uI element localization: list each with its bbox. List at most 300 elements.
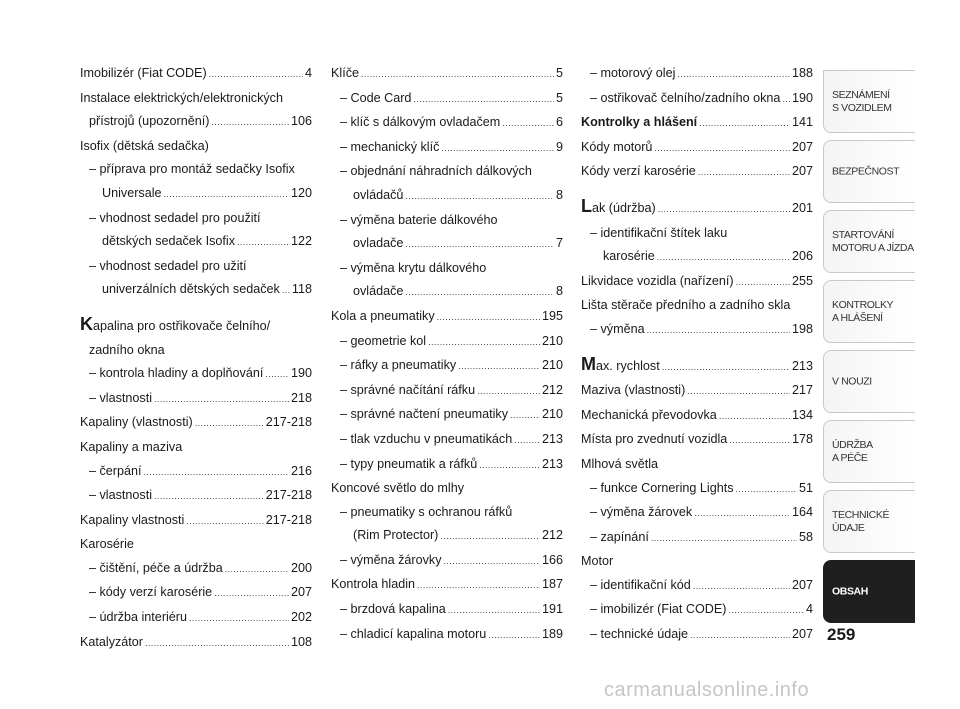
entry-first-line xyxy=(581,136,813,161)
entry-label xyxy=(89,581,212,605)
section-tabs xyxy=(823,70,915,630)
page-ref: 191 xyxy=(541,602,563,617)
entry-continuation xyxy=(331,280,563,305)
entry-first-line xyxy=(80,411,312,436)
entry-first-line xyxy=(581,379,813,404)
entry-first-line xyxy=(331,453,563,478)
entry-continuation xyxy=(80,182,312,207)
page-ref: 213 xyxy=(541,431,563,446)
dot-leader xyxy=(448,599,540,623)
entry-first-line xyxy=(331,354,563,379)
tab-bezpečnost[interactable] xyxy=(823,140,915,203)
index-entry xyxy=(80,315,312,362)
entry-text: – kódy verzí karosérie xyxy=(89,585,213,600)
entry-initial: K xyxy=(80,313,93,334)
entry-label xyxy=(581,379,685,403)
entry-label xyxy=(89,484,152,508)
entry-first-line xyxy=(80,631,312,656)
entry-text: Koncové světlo do mlhy xyxy=(331,481,465,496)
entry-first-line xyxy=(581,598,813,623)
entry-text: Likvidace vozidla (nařízení) xyxy=(581,273,734,288)
page-ref: 213 xyxy=(791,358,813,373)
index-entry xyxy=(331,305,563,330)
index-entry xyxy=(581,136,813,161)
index-entry xyxy=(581,294,813,318)
dot-leader xyxy=(164,183,289,207)
index-entry xyxy=(80,387,312,412)
entry-label xyxy=(80,411,193,435)
entry-first-line xyxy=(331,428,563,453)
dot-leader xyxy=(405,185,554,209)
entry-text: – identifikační kód xyxy=(590,577,691,592)
index-column-1 xyxy=(80,62,312,655)
page-ref: 8 xyxy=(555,187,563,202)
entry-first-line xyxy=(331,477,563,501)
entry-first-line xyxy=(581,501,813,526)
entry-text: Imobilizér (Fiat CODE) xyxy=(80,66,207,80)
entry-continuation xyxy=(80,339,312,363)
entry-label xyxy=(590,574,691,598)
index-entry xyxy=(581,379,813,404)
index-entry xyxy=(581,477,813,502)
entry-label xyxy=(581,111,697,135)
entry-first-line xyxy=(80,533,312,557)
entry-first-line xyxy=(331,257,563,281)
entry-first-line xyxy=(80,387,312,412)
index-entry xyxy=(331,549,563,574)
entry-text: Mlhová světla xyxy=(581,456,658,471)
entry-label xyxy=(340,428,512,452)
entry-label xyxy=(340,111,500,135)
dot-leader xyxy=(728,599,804,623)
index-entry xyxy=(581,355,813,380)
entry-label xyxy=(581,197,656,221)
index-entry xyxy=(331,453,563,478)
page-ref: 218 xyxy=(290,390,312,405)
dot-leader xyxy=(144,461,289,485)
entry-text: – čerpání xyxy=(89,463,142,478)
tab-label: STARTOVÁNÍ MOTORU A JÍZDA xyxy=(832,228,914,254)
entry-label xyxy=(590,477,734,501)
entry-first-line xyxy=(581,62,813,87)
tab-seznámení-s-vozidlem[interactable] xyxy=(823,70,915,133)
entry-text: Kapaliny (vlastnosti) xyxy=(80,415,193,430)
page-ref: 190 xyxy=(791,90,813,105)
index-entry xyxy=(331,428,563,453)
tab-label: BEZPEČNOST xyxy=(832,165,900,177)
index-entry xyxy=(331,573,563,598)
page-ref: 210 xyxy=(541,333,563,348)
entry-first-line xyxy=(331,209,563,233)
index-entry xyxy=(581,501,813,526)
entry-label xyxy=(340,549,442,573)
dot-leader xyxy=(510,404,540,428)
tab-v-nouzi[interactable] xyxy=(823,350,915,413)
entry-label xyxy=(80,537,134,551)
dot-leader xyxy=(658,198,790,222)
entry-continuation xyxy=(331,524,563,549)
entry-first-line xyxy=(581,404,813,429)
entry-cont-text: dětských sedaček Isofix xyxy=(102,234,235,249)
watermark: carmanualsonline.info xyxy=(604,679,810,701)
page-ref: 255 xyxy=(791,273,813,288)
entry-label xyxy=(340,261,486,275)
entry-text: – zapínání xyxy=(590,529,649,544)
tab-label: SEZNÁMENÍ S VOZIDLEM xyxy=(832,88,892,114)
entry-text: – tlak vzduchu v pneumatikách xyxy=(340,431,513,446)
page-ref: 118 xyxy=(291,282,312,297)
entry-first-line xyxy=(331,403,563,428)
entry-text: – imobilizér (Fiat CODE) xyxy=(590,602,727,617)
page-ref: 212 xyxy=(541,382,563,397)
dot-leader xyxy=(413,88,554,112)
entry-label xyxy=(581,554,613,568)
dot-leader xyxy=(444,550,540,574)
page-number: 259 xyxy=(827,625,856,644)
entry-continuation xyxy=(80,278,312,303)
dot-leader xyxy=(428,331,540,355)
entry-text: apalina pro ostřikovače čelního/ xyxy=(93,318,271,333)
dot-leader xyxy=(195,412,264,436)
entry-initial: L xyxy=(581,195,592,216)
entry-first-line xyxy=(331,379,563,404)
entry-label xyxy=(581,428,727,452)
dot-leader xyxy=(437,306,540,330)
entry-text: – správné načtení pneumatiky xyxy=(340,407,509,422)
entry-text: – ráfky a pneumatiky xyxy=(340,358,457,373)
page-ref: 212 xyxy=(541,528,563,543)
page-ref: 58 xyxy=(798,529,813,544)
page-ref: 4 xyxy=(304,66,312,80)
entry-text: Kapaliny a maziva xyxy=(80,439,183,454)
entry-first-line xyxy=(581,574,813,599)
index-entry xyxy=(581,111,813,136)
entry-continuation xyxy=(581,245,813,270)
page-ref: 178 xyxy=(791,432,813,447)
entry-label xyxy=(340,213,498,227)
entry-initial: M xyxy=(581,353,596,374)
entry-text: – motorový olej xyxy=(590,66,676,80)
entry-label xyxy=(590,318,645,342)
entry-label xyxy=(340,354,456,378)
index-entry xyxy=(80,362,312,387)
entry-text: – příprava pro montáž sedačky Isofix xyxy=(89,162,295,177)
dot-leader xyxy=(265,363,289,387)
page-ref: 8 xyxy=(555,284,563,299)
entry-label xyxy=(340,164,532,178)
index-entry xyxy=(80,135,312,159)
entry-first-line xyxy=(331,573,563,598)
page-ref: 207 xyxy=(791,577,813,592)
dot-leader xyxy=(662,356,790,380)
entry-text: – vlastnosti xyxy=(89,390,152,405)
entry-text: Motor xyxy=(581,554,614,569)
index-entry xyxy=(80,606,312,631)
entry-first-line xyxy=(581,270,813,295)
entry-text: – čištění, péče a údržba xyxy=(89,560,223,575)
entry-first-line xyxy=(80,436,312,460)
entry-first-line xyxy=(331,305,563,330)
entry-first-line xyxy=(80,362,312,387)
entry-label xyxy=(340,505,512,519)
entry-text: – vlastnosti xyxy=(89,488,152,503)
entry-label xyxy=(581,298,790,312)
dot-leader xyxy=(782,88,790,112)
index-entry xyxy=(331,501,563,549)
entry-label xyxy=(340,598,446,622)
entry-cont-text: Universale xyxy=(102,185,162,200)
entry-text: – technické údaje xyxy=(590,627,689,642)
index-column-2 xyxy=(331,62,563,647)
entry-first-line xyxy=(80,581,312,606)
index-entry xyxy=(331,136,563,161)
entry-text: Kola a pneumatiky xyxy=(331,308,435,323)
page-ref: 195 xyxy=(541,308,563,323)
entry-text: – údržba interiéru xyxy=(89,610,188,625)
dot-leader xyxy=(214,582,289,606)
entry-label xyxy=(331,305,435,329)
entry-text: Lišta stěrače předního a zadního skla xyxy=(581,298,791,313)
dot-leader xyxy=(477,380,540,404)
page-ref: 210 xyxy=(541,407,563,422)
dot-leader xyxy=(405,233,554,257)
index-entry xyxy=(581,453,813,477)
index-entry xyxy=(80,436,312,460)
entry-text: – výměna baterie dálkového xyxy=(340,212,498,227)
tab-obsah[interactable] xyxy=(823,560,915,623)
entry-text: – objednání náhradních dálkových xyxy=(340,164,532,179)
entry-label xyxy=(89,362,263,386)
entry-label xyxy=(590,526,649,550)
index-entry xyxy=(80,509,312,534)
index-entry xyxy=(581,623,813,648)
entry-first-line xyxy=(581,222,813,246)
entry-text: Klíče xyxy=(331,66,359,80)
entry-label xyxy=(581,160,696,184)
entry-first-line xyxy=(581,355,813,380)
page-ref: 108 xyxy=(290,634,312,649)
entry-first-line xyxy=(581,294,813,318)
dot-leader xyxy=(189,607,289,631)
entry-text: – pneumatiky s ochranou ráfků xyxy=(340,504,513,519)
index-entry xyxy=(581,404,813,429)
index-entry xyxy=(80,207,312,255)
dot-leader xyxy=(736,271,790,295)
dot-leader xyxy=(145,632,289,656)
tab-label: OBSAH xyxy=(832,585,868,597)
index-entry xyxy=(80,533,312,557)
entry-first-line xyxy=(331,549,563,574)
page-ref: 198 xyxy=(791,321,813,336)
page-ref: 187 xyxy=(541,577,563,592)
index-entry xyxy=(331,379,563,404)
entry-first-line xyxy=(331,330,563,355)
index-entry xyxy=(581,526,813,551)
entry-label xyxy=(581,355,660,379)
index-entry xyxy=(331,477,563,501)
dot-leader xyxy=(458,355,540,379)
entry-first-line xyxy=(331,623,563,648)
page-ref: 5 xyxy=(555,90,563,105)
entry-first-line xyxy=(581,428,813,453)
entry-cont-text: ovladače xyxy=(353,236,404,251)
entry-label xyxy=(340,330,426,354)
entry-label xyxy=(80,139,209,153)
dot-leader xyxy=(677,63,790,87)
dot-leader xyxy=(693,575,790,599)
entry-label xyxy=(581,404,717,428)
entry-label xyxy=(331,62,359,86)
page-ref: 51 xyxy=(798,480,813,495)
entry-text: Isofix (dětská sedačka) xyxy=(80,138,209,153)
entry-first-line xyxy=(331,87,563,112)
page-ref: 164 xyxy=(791,505,813,520)
page-ref: 213 xyxy=(541,456,563,471)
entry-label xyxy=(89,162,295,176)
entry-label xyxy=(340,403,508,427)
entry-first-line xyxy=(581,87,813,112)
entry-text: – ostřikovač čelního/zadního okna xyxy=(590,90,781,105)
entry-label xyxy=(581,136,652,160)
entry-text: Kódy verzí karosérie xyxy=(581,164,696,179)
index-entry xyxy=(581,598,813,623)
tab-startování-motoru-a-jízda[interactable] xyxy=(823,210,915,273)
entry-first-line xyxy=(80,87,312,111)
page-ref: 9 xyxy=(555,139,563,154)
index-entry xyxy=(331,354,563,379)
page-ref: 207 xyxy=(791,164,813,179)
dot-leader xyxy=(361,63,554,87)
page-ref: 217-218 xyxy=(265,512,312,527)
index-entry xyxy=(80,411,312,436)
tab-label: KONTROLKY A HLÁŠENÍ xyxy=(832,298,894,324)
entry-label xyxy=(590,623,688,647)
dot-leader xyxy=(729,429,790,453)
entry-cont-text: ovládačů xyxy=(353,187,404,202)
entry-first-line xyxy=(80,484,312,509)
entry-text: – kontrola hladiny a doplňování xyxy=(89,366,264,381)
entry-label xyxy=(89,211,261,225)
entry-text: Kontrolky a hlášení xyxy=(581,115,698,130)
entry-label xyxy=(590,501,692,525)
index-entry xyxy=(80,62,312,87)
entry-continuation xyxy=(80,230,312,255)
page-ref: 216 xyxy=(290,463,312,478)
entry-label xyxy=(80,440,182,454)
dot-leader xyxy=(502,112,554,136)
dot-leader xyxy=(647,319,790,343)
index-entry xyxy=(581,428,813,453)
entry-text: Kódy motorů xyxy=(581,139,653,154)
index-entry xyxy=(331,330,563,355)
page-ref: 4 xyxy=(805,602,813,617)
entry-first-line xyxy=(331,598,563,623)
entry-text: – funkce Cornering Lights xyxy=(590,480,734,495)
entry-first-line xyxy=(80,135,312,159)
tab-údržba-a-péče[interactable] xyxy=(823,420,915,483)
entry-first-line xyxy=(331,136,563,161)
page-ref: 200 xyxy=(290,560,312,575)
entry-text: Karosérie xyxy=(80,537,134,552)
entry-label xyxy=(340,379,475,403)
entry-first-line xyxy=(80,158,312,182)
entry-continuation xyxy=(331,184,563,209)
tab-kontrolky-a-hlášení[interactable] xyxy=(823,280,915,343)
entry-continuation xyxy=(331,232,563,257)
entry-continuation xyxy=(80,110,312,135)
index-entry xyxy=(331,257,563,305)
entry-text: – geometrie kol xyxy=(340,333,427,348)
entry-first-line xyxy=(581,477,813,502)
entry-text: – výměna krytu dálkového xyxy=(340,260,487,275)
dot-leader xyxy=(237,231,289,255)
entry-text: – chladicí kapalina motoru xyxy=(340,626,487,641)
entry-label xyxy=(80,631,143,655)
page-ref: 190 xyxy=(290,366,312,381)
entry-label xyxy=(590,598,726,622)
entry-label xyxy=(340,453,477,477)
entry-first-line xyxy=(80,62,312,87)
entry-label xyxy=(340,623,486,647)
index-entry xyxy=(581,222,813,270)
page-ref: 120 xyxy=(290,185,312,200)
entry-text: Maziva (vlastnosti) xyxy=(581,383,686,398)
entry-first-line xyxy=(80,460,312,485)
entry-text: – brzdová kapalina xyxy=(340,602,446,617)
entry-label xyxy=(340,87,411,111)
dot-leader xyxy=(211,111,289,135)
index-entry xyxy=(80,255,312,303)
entry-cont-text: (Rim Protector) xyxy=(353,528,439,543)
entry-cont-text: zadního okna xyxy=(89,342,165,357)
index-entry xyxy=(581,574,813,599)
dot-leader xyxy=(186,510,263,534)
dot-leader xyxy=(690,624,790,648)
entry-label xyxy=(80,313,271,334)
entry-text: – výměna žárovek xyxy=(590,505,693,520)
index-entry xyxy=(331,62,563,87)
entry-text: – mechanický klíč xyxy=(340,139,440,154)
dot-leader xyxy=(154,388,289,412)
entry-text: – klíč s dálkovým ovladačem xyxy=(340,115,501,130)
page-ref: 217 xyxy=(791,383,813,398)
entry-first-line xyxy=(331,111,563,136)
dot-leader xyxy=(687,380,790,404)
dot-leader xyxy=(488,624,540,648)
entry-first-line xyxy=(80,606,312,631)
entry-cont-text: univerzálních dětských sedaček xyxy=(102,282,280,297)
tab-technické-údaje[interactable] xyxy=(823,490,915,553)
dot-leader xyxy=(405,281,554,305)
entry-first-line xyxy=(581,197,813,222)
index-entry xyxy=(581,197,813,222)
entry-first-line xyxy=(581,111,813,136)
entry-text: – správné načítání ráfku xyxy=(340,382,476,397)
dot-leader xyxy=(694,502,790,526)
page-ref: 206 xyxy=(791,249,813,264)
entry-label xyxy=(590,226,727,240)
entry-first-line xyxy=(581,453,813,477)
dot-leader xyxy=(514,429,540,453)
entry-label xyxy=(331,573,415,597)
entry-label xyxy=(89,606,187,630)
index-entry xyxy=(581,87,813,112)
page-ref: 210 xyxy=(541,358,563,373)
index-column-3 xyxy=(581,62,813,648)
dot-leader xyxy=(736,478,797,502)
page-ref: 207 xyxy=(290,585,312,600)
entry-label xyxy=(80,91,283,105)
